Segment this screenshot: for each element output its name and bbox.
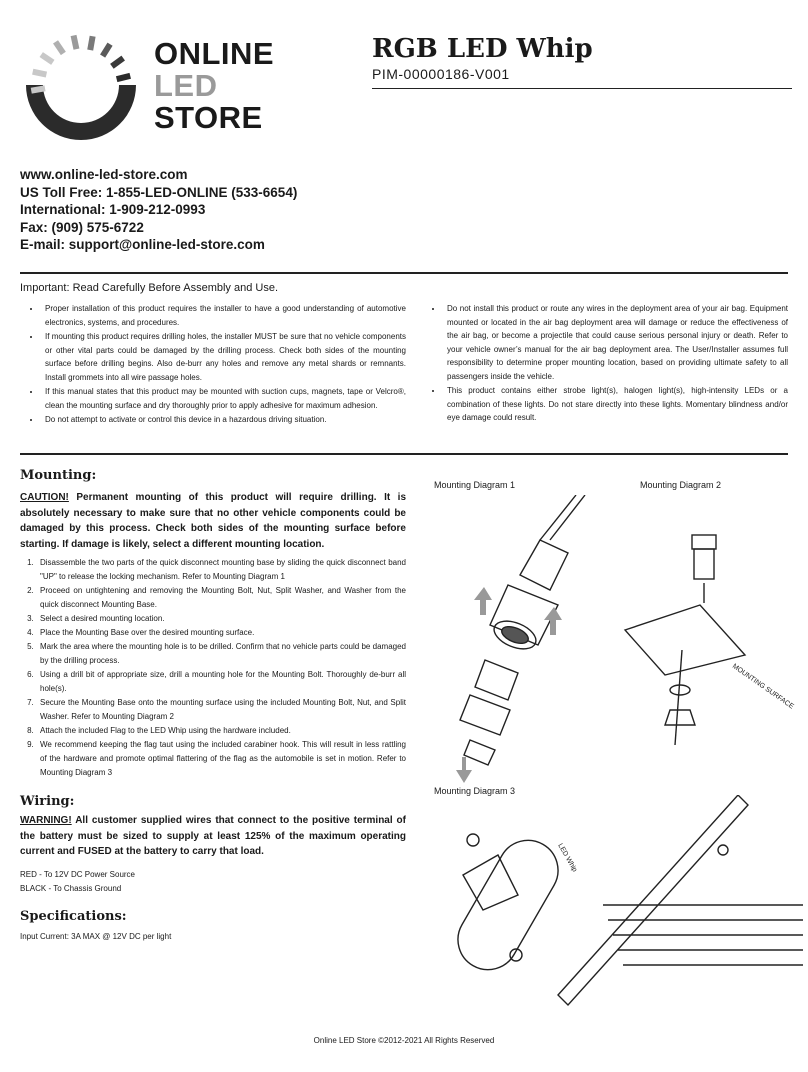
brand-name	[154, 38, 274, 134]
diagram-1-label: Mounting Diagram 1	[434, 480, 516, 490]
logo-mark-icon	[18, 22, 144, 148]
mounting-step: 3. Select a desired mounting location.	[36, 612, 406, 626]
mounting-diagram-3	[438, 795, 803, 1020]
mounting-step: 7. Secure the Mounting Base onto the mounting surface using the included Mounting Bolt, Nut, and Split Washer. Refer to Mounting Diagram 2	[36, 696, 406, 724]
mounting-surface-label: MOUNTING SURFACE	[730, 662, 795, 711]
input-current-spec: Input Current: 3A MAX @ 12V DC per light	[20, 932, 172, 941]
important-bullet: • Do not install this product or route any wires in the deployment area of your air bag. Equipment mounted or located in the air bag deployment area will damage or reduce the effectiveness of the air bag, or become a projectile that could cause serious personal injury or death. Refer to your vehicle owner’s manual for the air bag deployment area. The User/Installer assumes full responsibility to determine proper mounting location, based on providing ultimate safety to all passengers inside the vehicle.	[443, 302, 788, 383]
important-left-column	[28, 302, 406, 428]
led-whip-label: LED Whip	[556, 842, 579, 874]
mounting-step: 8. Attach the included Flag to the LED Whip using the hardware included.	[36, 724, 406, 738]
mounting-heading: Mounting:	[20, 468, 97, 483]
red-wire-label: RED - To 12V DC Power Source	[20, 870, 136, 879]
contact-block	[20, 166, 297, 254]
international-phone: International: 1-909-212-0993	[20, 202, 206, 217]
wiring-heading: Wiring:	[20, 794, 75, 809]
important-heading: Important: Read Carefully Before Assembly and Use.	[20, 282, 279, 294]
mounting-step: 1. Disassemble the two parts of the quick disconnect mounting base by sliding the quick disconnect band "UP" to release the locking mechanism. Refer to Mounting Diagram 1	[36, 556, 406, 584]
important-bullet: • Proper installation of this product requires the installer to have a good understanding of automotive electronics, systems, and procedures.	[41, 302, 406, 329]
diagram-2-label: Mounting Diagram 2	[640, 480, 722, 490]
copyright-footer: Online LED Store ©2012-2021 All Rights Reserved	[313, 1036, 495, 1045]
caution-keyword: CAUTION!	[20, 492, 69, 503]
section-divider-middle	[20, 453, 788, 455]
diagram-3-label: Mounting Diagram 3	[434, 786, 516, 796]
warning-notice	[20, 813, 406, 860]
important-bullet: • If this manual states that this product may be mounted with suction cups, magnets, tape or Velcro®, clean the mounting surface and dry thoroughly prior to apply adhesive for maximum adhesion.	[41, 385, 406, 412]
mounting-step: 5. Mark the area where the mounting hole is to be drilled. Confirm that no vehicle parts could be damaged by the drilling process.	[36, 640, 406, 668]
brand-line-2: LED	[154, 68, 218, 103]
specifications-section	[20, 909, 127, 924]
wire-legend	[20, 868, 135, 896]
important-bullet: • Do not attempt to activate or control this device in a hazardous driving situation.	[41, 413, 406, 427]
black-wire-label: BLACK - To Chassis Ground	[20, 884, 122, 893]
mounting-diagram-2	[620, 525, 795, 745]
warning-keyword: WARNING!	[20, 815, 72, 826]
toll-free-phone: US Toll Free: 1-855-LED-ONLINE (533-6654)	[20, 184, 298, 200]
warning-text: All customer supplied wires that connect to the positive terminal of the battery must be sized to supply at least 125% of the maximum operating current and FUSED at the battery to carry that load.	[20, 815, 406, 857]
website-link[interactable]: www.online-led-store.com	[20, 167, 188, 182]
arrow-down-icon	[456, 757, 472, 783]
arrow-up-icon	[474, 587, 492, 615]
title-divider	[372, 88, 792, 89]
mounting-steps	[20, 556, 406, 780]
mounting-step: 4. Place the Mounting Base over the desired mounting surface.	[36, 626, 406, 640]
section-divider-top	[20, 272, 788, 274]
mounting-diagram-1	[440, 495, 620, 785]
important-right-column	[430, 302, 788, 426]
wiring-section	[20, 794, 74, 809]
fax-number: Fax: (909) 575-6722	[20, 219, 144, 235]
mounting-step: 2. Proceed on untightening and removing the Mounting Bolt, Nut, Split Washer, and Washer from the quick disconnect Mounting Base.	[36, 584, 406, 612]
mounting-step: 9. We recommend keeping the flag taut using the included carabiner hook. This will result in less rattling of the hardware and promote optimal flattering of the flag as the automobile is set in motion. Refer to Mounting Diagram 3	[36, 738, 406, 780]
specifications-heading: Specifications:	[20, 909, 127, 924]
brand-line-1: ONLINE	[154, 36, 275, 71]
important-bullet: • This product contains either strobe light(s), halogen light(s), high-intensity LEDs or a combination of these lights. Do not stare directly into these lights. Momentary blindness and/or eye damage could result.	[443, 384, 788, 425]
caution-notice	[20, 490, 406, 552]
arrow-up-icon	[544, 607, 562, 635]
important-bullet: • If mounting this product requires drilling holes, the installer MUST be sure that no vehicle components or other vital parts could be damaged by the drilling process. Check both sides of the mounting surface before drilling begins. Also de-burr any holes and remove any metal shards or remnants. Install grommets into all wire passage holes.	[41, 330, 406, 384]
document-id: PIM-00000186-V001	[372, 66, 510, 82]
brand-line-3: STORE	[154, 100, 263, 135]
document-title: RGB LED Whip	[372, 34, 593, 64]
mounting-step: 6. Using a drill bit of appropriate size, drill a mounting hole for the Mounting Bolt. Thoroughly de-burr all hole(s).	[36, 668, 406, 696]
mounting-section	[20, 468, 96, 483]
email-link[interactable]: E-mail: support@online-led-store.com	[20, 237, 265, 252]
caution-text: Permanent mounting of this product will require drilling. It is absolutely necessary to make sure that no other vehicle components could be damaged by this process. Check both sides of the mounting surface before starting. If damage is likely, select a different mounting location.	[20, 492, 406, 550]
